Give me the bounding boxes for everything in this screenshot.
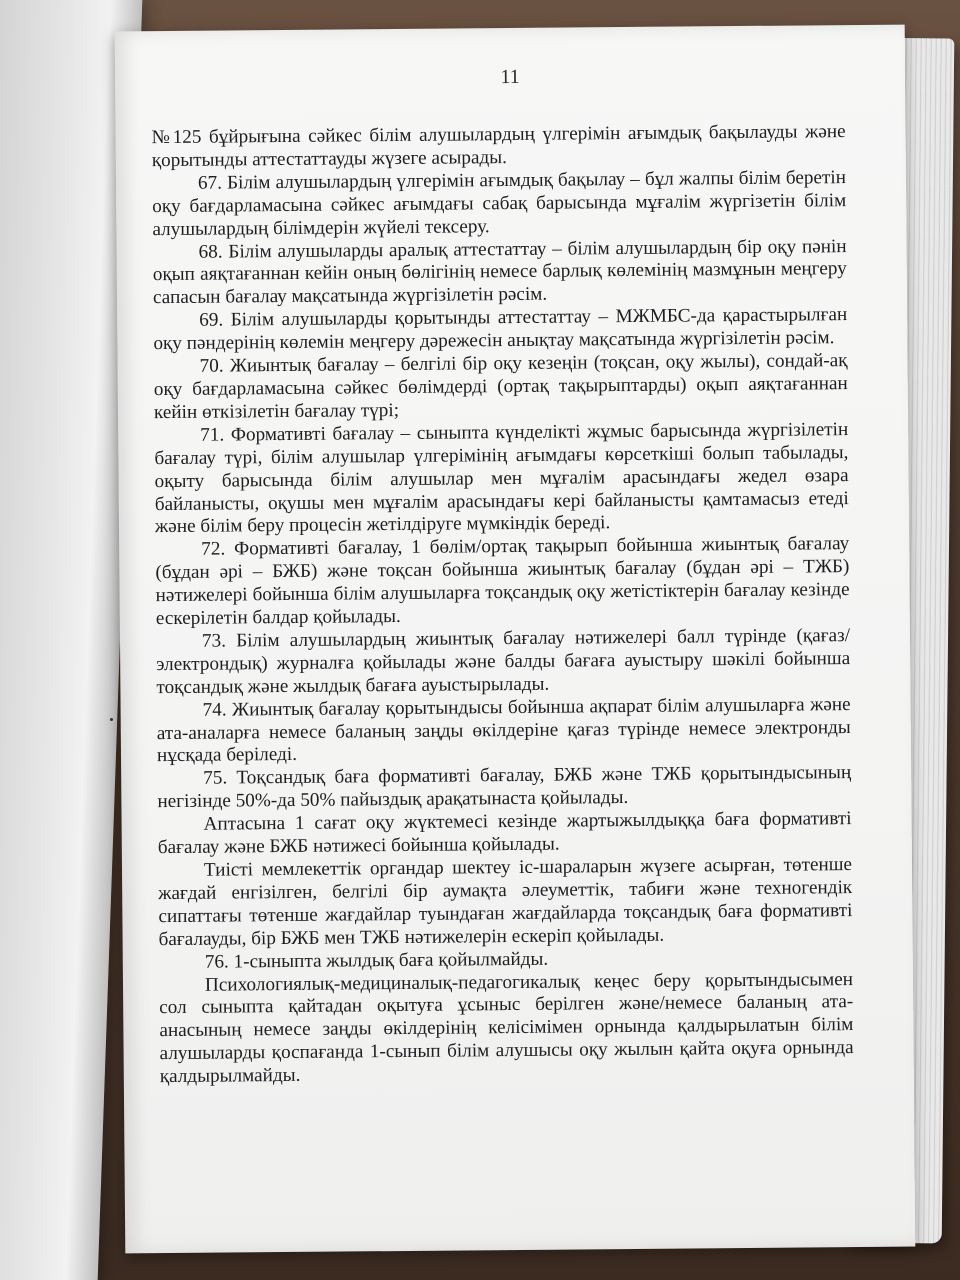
page-text <box>152 121 854 1089</box>
paragraph-consultation: Психологиялық-медициналық-педагогикалық кеңес беру қорытындысымен сол сыныпта қайтадан оқытуға ұсыныс берілген және/немесе баланың ата-анасының немесе заңды өкілдерінің келісімімен орнында қалдырылатын білім алушыларды қоспағанда 1-сынып білім алушысы оқу жылын қайта оқуға орнында қалдырылмайды. <box>159 968 854 1088</box>
paragraph-emergency: Тиісті мемлекеттік органдар шектеу іс-шараларын жүзеге асырған, төтенше жағдай енгізілген, белгілі бір аумақта әлеуметтік, табиғи және техногендік сипаттағы төтенше жағдайлар туындаған жағдайларда тоқсандық баға формативті бағалауды, бір БЖБ мен ТЖБ нәтижелерін ескеріп қойылады. <box>158 854 853 950</box>
page-number: 11 <box>500 65 520 89</box>
paragraph-71: 71. Формативті бағалау – сыныпта күнделікті жұмыс барысында жүргізілетін бағалау түрі, білім алушылар үлгерімінің ағымдағы көрсеткіші болып табылады, оқыту барысында білім алушылар мен мұғалім арасындағы жедел өзара байланысты, оқушы мен мұғалім арасындағы кері байланысты қамтамасыз етеді және білім беру процесін жетілдіруге мүмкіндік береді. <box>154 418 849 538</box>
paragraph-69: 69. Білім алушыларды қорытынды аттестаттау – МЖМБС-да қарастырылған оқу пәндерінің көлемін меңгеру дәрежесін анықтау мақсатында жүргізілетін рәсім. <box>153 304 848 355</box>
paragraph-75: 75. Тоқсандық баға формативті бағалау, БЖБ және ТЖБ қорытындысының негізінде 50%-да 50% пайыздық арақатынаста қойылады. <box>157 762 852 813</box>
paragraph-weekly-load: Аптасына 1 сағат оқу жүктемесі кезінде жартыжылдыққа баға формативті бағалау және БЖБ нәтижесі бойынша қойылады. <box>157 808 852 859</box>
paragraph-67: 67. Білім алушылардың үлгерімін ағымдық бақылау – бұл жалпы білім беретін оқу бағдарламасына сәйкес ағымдағы сабақ барысында мұғалім жүргізетін білім алушылардың білімдерін жүйелі тексеру. <box>152 166 847 240</box>
paragraph-73: 73. Білім алушылардың жиынтық бағалау нәтижелері балл түрінде (қағаз/электрондық) журналға қойылады және балды бағаға ауыстыру шәкілі бойынша тоқсандық және жылдық бағаға ауыстырылады. <box>156 625 851 698</box>
paragraph-continuation: №125 бұйрығына сәйкес білім алушылардың үлгерімін ағымдық бақылауды және қорытынды аттестаттауды жүзеге асырады. <box>151 121 846 172</box>
paragraph-68: 68. Білім алушыларды аралық аттестаттау – білім алушылардың бір оқу пәнін оқып аяқтағаннан кейін оның бөлігінің немесе барлық көлемінің мазмұнын меңгеру сапасын бағалау мақсатында жүргізілетін рәсім. <box>152 235 847 309</box>
paragraph-74: 74. Жиынтық бағалау қорытындысы бойынша ақпарат білім алушыларға және ата-аналарға немесе баланың заңды өкілдеріне қағаз түрінде немесе электронды нұсқада беріледі. <box>156 693 851 767</box>
margin-mark <box>110 718 113 721</box>
paragraph-76: 76. 1-сыныпта жылдық баға қойылмайды. <box>204 948 549 973</box>
paragraph-70: 70. Жиынтық бағалау – белгілі бір оқу кезеңін (тоқсан, оқу жылы), сондай-ақ оқу бағдарламасына сәйкес бөлімдерді (ортақ тақырыптарды) оқып аяқтағаннан кейін өткізілетін бағалау түрі; <box>153 350 848 424</box>
paragraph-72: 72. Формативті бағалау, 1 бөлім/ортақ тақырып бойынша жиынтық бағалау (бұдан әрі – БЖБ) және тоқсан бойынша жиынтық бағалау (бұдан әрі – ТЖБ) нәтижелері бойынша білім алушыларға тоқсандық оқу жетістіктерін бағалау кезінде ескерілетін балдар қойылады. <box>155 533 850 630</box>
document-page <box>115 25 916 1254</box>
